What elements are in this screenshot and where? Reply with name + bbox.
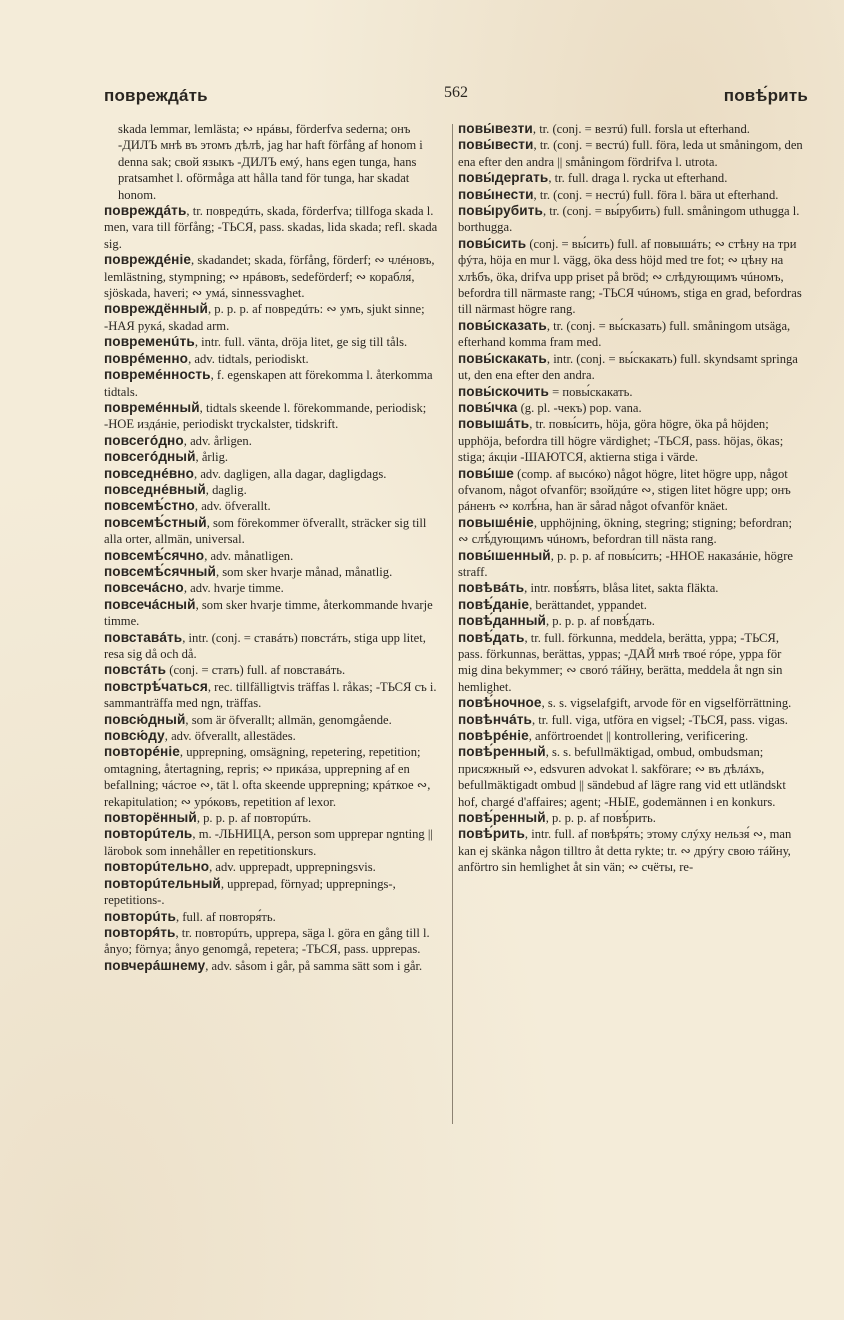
- entry-headword: повсегóдный: [104, 449, 196, 465]
- dictionary-entry: [458, 695, 804, 711]
- entry-definition: , adv. upprepadt, upprepningsvis.: [209, 860, 376, 875]
- page-number: 562: [444, 84, 468, 101]
- entry-headword: повседнéвно: [104, 465, 195, 481]
- entry-headword: повсемѣ́сячный: [104, 563, 216, 579]
- entry-definition: = повы́скакать.: [549, 384, 633, 399]
- entry-definition: , intr. full. vänta, dröja litet, ge sig till tåls.: [194, 335, 408, 350]
- entry-definition: , tr. (conj. = вестú) full. föra, leda ut småningom, den ena efter den andra || småningom fördrifva l. utrota.: [458, 138, 803, 169]
- dictionary-entry: [104, 449, 446, 465]
- left-running-headword: повреждáть: [104, 86, 208, 105]
- entry-headword: повсегóдно: [104, 432, 184, 448]
- entry-headword: повѣ́рить: [458, 826, 525, 842]
- entry-definition: , som är öfverallt; allmän, genomgående.: [185, 712, 392, 727]
- entry-definition: , rec. tillfälligtvis träffas l. råkas; -ТЬСЯ съ i. sammanträffa med ngn, träffas.: [104, 679, 437, 711]
- entry-headword: повѣнчáть: [458, 711, 532, 727]
- entry-headword: повторúтельно: [104, 859, 210, 875]
- entry-headword: повреждённый: [104, 301, 208, 317]
- dictionary-entry: [104, 466, 446, 482]
- entry-headword: повы́скочить: [458, 383, 549, 399]
- entry-headword: повсемѣ́сячно: [104, 547, 205, 563]
- entry-definition: , p. p. p. af повы́сить; -ННОЕ наказáніе, högre straff.: [458, 548, 793, 579]
- entry-headword: повсемѣ́стный: [104, 514, 207, 530]
- entry-headword: повставáть: [104, 629, 183, 645]
- dictionary-entry: [458, 826, 804, 875]
- dictionary-entry: [458, 121, 804, 137]
- entry-definition: , s. s. befullmäktigad, ombud, ombudsman; присяжный ∾, edsvuren advokat l. sakförare; ∾ въ дѣлáхъ, befullmäktigadt ombud || sändebud af lägre rang vid ett utländskt hof, chargé d'affaires; agent; -НЫЕ, godemännen i en konkurs.: [458, 745, 786, 809]
- dictionary-entry: [458, 203, 804, 236]
- entry-definition: , tr. (conj. = везтú) full. forsla ut efterhand.: [532, 122, 750, 136]
- entry-definition: , p. p. p. af повредúть: ∾ умъ, sjukt sinne; -НАЯ рукá, skadad arm.: [104, 302, 425, 333]
- entry-definition: , anförtroendet || kontrollering, verificering.: [528, 729, 749, 744]
- entry-definition: (comp. af высóко) något högre, litet högre upp, något ofvanom, något ofvanför; взойдúте ∾, stigen litet högre upp; онъ рáненъ ∾ колѣ́на, han är sårad något ofvanför knäet.: [458, 466, 791, 514]
- dictionary-entry: [104, 744, 446, 810]
- entry-headword: повремéнность: [104, 367, 211, 383]
- entry-definition: , skadandet; skada, förfång, förderf; ∾ члéновъ, lemlästning, stympning; ∾ нрáвовъ, sedeförderf; ∾ корабля́, sjöskada, haveri; ∾ умá, sinnessvaghet.: [104, 253, 435, 301]
- entry-headword: повѣвáть: [458, 580, 525, 596]
- entry-definition: skada lemmar, lemlästa; ∾ нрáвы, förderfva sederna; онъ -ДИЛЪ мнѣ въ этомъ дѣлѣ, jag har haft förfång af honom i denna sak; свой языкъ -ДИЛЪ емý, hans egen tunga, hans pratsamhet l. oförmåga att hålla tand för tunga, har skadat honom.: [118, 122, 423, 202]
- dictionary-entry: [458, 416, 804, 465]
- dictionary-entry: [104, 252, 446, 301]
- entry-headword: повы́везти: [458, 121, 533, 136]
- dictionary-entry: [458, 810, 804, 826]
- dictionary-entry: [104, 679, 446, 712]
- entry-headword: повѣ́ночное: [458, 695, 542, 711]
- entry-headword: повы́вести: [458, 137, 534, 153]
- entry-definition: , tr. full. viga, utföra en vigsel; -ТЬСЯ, pass. vigas.: [532, 712, 788, 727]
- entry-headword: повы́нести: [458, 186, 534, 202]
- dictionary-entry: [104, 203, 446, 252]
- dictionary-entry: [458, 170, 804, 186]
- dictionary-entry: [458, 400, 804, 416]
- dictionary-entry: [104, 351, 446, 367]
- dictionary-entry: [104, 826, 446, 859]
- entry-definition: , intr. (conj. = ставáть) повстáть, stiga upp litet, resa sig då och då.: [104, 630, 426, 661]
- entry-definition: , adv. månatligen.: [204, 548, 294, 563]
- entry-definition: , berättandet, yppandet.: [529, 597, 647, 612]
- entry-headword: повы́ше: [458, 465, 514, 481]
- entry-definition: , intr. (conj. = вы́скакать) full. skyndsamt springa ut, den ena efter den andra.: [458, 351, 798, 383]
- entry-definition: , p. p. p. af повторúть.: [196, 811, 312, 826]
- dictionary-entry: [104, 548, 446, 564]
- dictionary-entry: [104, 482, 446, 498]
- entry-definition: , intr. повѣ́ять, blåsa litet, sakta fläkta.: [524, 581, 719, 596]
- dictionary-entry: [104, 876, 446, 909]
- dictionary-entry: [458, 466, 804, 515]
- dictionary-entry: [458, 630, 804, 696]
- dictionary-entry: [104, 498, 446, 514]
- entry-definition: , som förekommer öfverallt, sträcker sig till alla orter, allmän, universal.: [104, 515, 427, 547]
- entry-definition: , som sker hvarje månad, månatlig.: [215, 564, 393, 579]
- dictionary-entry: [104, 859, 446, 875]
- dictionary-entry: [104, 662, 446, 678]
- dictionary-entry: [104, 433, 446, 449]
- dictionary-entry: [458, 597, 804, 613]
- entry-headword: повторéніе: [104, 744, 180, 760]
- entry-headword: повѣ́даніе: [458, 596, 530, 612]
- dictionary-entry: [104, 580, 446, 596]
- entry-headword: повы́скакать: [458, 350, 547, 366]
- entry-headword: повстáть: [104, 662, 167, 678]
- entry-definition: , s. s. vigselafgift, arvode för en vigselförrättning.: [541, 696, 792, 711]
- dictionary-entry: [458, 744, 804, 810]
- entry-headword: повторúтельный: [104, 875, 221, 891]
- entry-definition: , tr. повредúть, skada, förderfva; tillfoga skada l. men, vara till förfång; -ТЬСЯ, pass. skadas, lida skada; refl. skada sig.: [104, 204, 438, 251]
- dictionary-entry: [104, 301, 446, 334]
- dictionary-entry: [458, 384, 804, 400]
- dictionary-entry: [118, 121, 446, 203]
- dictionary-entry: [458, 712, 804, 728]
- entry-definition: , tr. full. draga l. rycka ut efterhand.: [548, 171, 728, 186]
- right-column: [458, 121, 804, 1230]
- page-header: [104, 86, 808, 110]
- dictionary-entry: [458, 236, 804, 318]
- dictionary-entry: [104, 909, 446, 925]
- dictionary-entry: [458, 580, 804, 596]
- entry-definition: , adv. öfverallt.: [194, 499, 271, 514]
- entry-definition: , adv. öfverallt, allestädes.: [164, 729, 296, 744]
- entry-headword: повы́шенный: [458, 547, 551, 563]
- dictionary-entry: [458, 318, 804, 351]
- entry-headword: повседнéвный: [104, 481, 206, 497]
- entry-headword: повсечáсно: [104, 580, 184, 596]
- entry-definition: , adv. tidtals, periodiskt.: [188, 351, 309, 366]
- entry-definition: , adv. såsom i går, på samma sätt som i går.: [205, 958, 423, 973]
- entry-headword: повы́рубить: [458, 203, 543, 219]
- entry-definition: , upphöjning, ökning, stegring; stigning; befordran; ∾ слѣ́дующимъ чúномъ, befordran till nästa rang.: [458, 515, 792, 547]
- dictionary-entry: [104, 630, 446, 663]
- entry-headword: повсю́дный: [104, 711, 186, 727]
- dictionary-entry: [458, 548, 804, 581]
- entry-headword: повремéнный: [104, 399, 200, 415]
- entry-definition: , intr. full. af повѣря́ть; этому слýху нельзя́ ∾, man kan ej skänka någon tilltro åt detta rykte; tr. ∾ дрýгу свою тáйну, anförtro sin hemlighet åt sin vän; ∾ счёты, re-: [458, 827, 792, 875]
- right-running-headword: повѣ́рить: [723, 86, 808, 105]
- entry-definition: (conj. = вы́сить) full. af повышáть; ∾ стѣну на три фýта, höja en mur l. vägg, öka dess höjd med tre fot; ∾ цѣну на хлѣбъ, öka, drifva upp priset på bröd; ∾ слѣдующимъ чúномъ, befordra till närmaste rang; -ТЬСЯ чúномъ, stiga en grad, befordras till närmast högre rang.: [458, 236, 802, 317]
- entry-definition: , tr. full. förkunna, meddela, berätta, yppa; -ТЬСЯ, pass. förkunnas, berättas, yppas; -ДАЙ мнѣ твоé гóре, yppa för mig dina bekymmer; ∾ своró тáйну, berätta, meddela åt ngn sin hemlighet.: [458, 630, 783, 694]
- entry-definition: , adv. hvarje timme.: [183, 581, 284, 596]
- entry-definition: , full. af повторя́ть.: [176, 909, 276, 924]
- entry-definition: (g. pl. -чекъ) pop. vana.: [517, 400, 642, 415]
- entry-headword: повы́сить: [458, 235, 527, 251]
- entry-headword: повторúтель: [104, 826, 193, 842]
- entry-definition: , upprepad, förnyad; upprepnings-, repetitions-.: [104, 876, 396, 908]
- entry-headword: повчерáшнему: [104, 957, 206, 973]
- entry-headword: повсечáсный: [104, 596, 196, 612]
- entry-headword: повѣ́данный: [458, 613, 546, 629]
- entry-headword: повѣ́ренный: [458, 810, 546, 826]
- entry-headword: повы́дергать: [458, 170, 549, 186]
- entry-definition: , f. egenskapen att förekomma l. återkomma tidtals.: [104, 368, 433, 399]
- entry-definition: , tidtals skeende l. förekommande, periodisk; -НОЕ издáніе, periodiskt tryckalster, tidskrift.: [104, 400, 427, 432]
- column-divider: [452, 124, 453, 1124]
- entry-definition: , årlig.: [195, 450, 229, 465]
- entry-definition: , tr. повы́сить, höja, göra högre, öka på höjden; upphöja, befordra till högre värdighet; -ТЬСЯ, pass. höjas, ökas; stiga; áкціи -ШАЮТСЯ, aktierna stiga i värde.: [458, 417, 784, 465]
- entry-definition: (conj. = стать) full. af повставáть.: [166, 663, 346, 678]
- dictionary-entry: [458, 187, 804, 203]
- entry-headword: поврéменно: [104, 350, 189, 366]
- entry-definition: , tr. повторúть, upprepa, säga l. göra en gång till l. ånyo; förnya; ånyo genomgå, repetera; -ТЬСЯ, pass. upprepas.: [104, 925, 430, 957]
- entry-headword: повышéніе: [458, 514, 534, 530]
- entry-headword: повторúть: [104, 908, 176, 924]
- dictionary-entry: [458, 515, 804, 548]
- dictionary-entry: [104, 564, 446, 580]
- dictionary-entry: [458, 728, 804, 744]
- entry-definition: , daglig.: [205, 482, 247, 497]
- entry-headword: повторя́ть: [104, 924, 176, 940]
- entry-definition: , tr. (conj. = вы́рубить) full. småningom uthugga l. borthugga.: [458, 204, 800, 235]
- dictionary-entry: [104, 712, 446, 728]
- entry-definition: , upprepning, omsägning, repetering, repetition; omtagning, återtagning, repris; ∾ прикáза, upprepning af en befallning; чáстое ∾, tät l. ofta skeende upprepning; крáткое ∾, rekapitulation; ∾ урóковъ, repetition af lexor.: [104, 745, 431, 809]
- entry-headword: повстрѣ́чаться: [104, 678, 208, 694]
- dictionary-entry: [104, 810, 446, 826]
- entry-definition: , tr. (conj. = нестú) full. föra l. bära ut efterhand.: [533, 187, 779, 202]
- dictionary-entry: [104, 334, 446, 350]
- entry-definition: , adv. dagligen, alla dagar, dagligdags.: [194, 466, 387, 481]
- dictionary-entry: [104, 400, 446, 433]
- entry-definition: , tr. (conj. = вы́сказать) full. småningom utsäga, efterhand komma fram med.: [458, 318, 791, 350]
- dictionary-entry: [458, 613, 804, 629]
- entry-headword: повреждéніе: [104, 252, 192, 268]
- entry-headword: повы́сказать: [458, 317, 547, 333]
- entry-headword: повреждáть: [104, 203, 187, 219]
- entry-definition: , som sker hvarje timme, återkommande hvarje timme.: [104, 597, 433, 629]
- entry-headword: повременúть: [104, 334, 195, 350]
- entry-headword: повторённый: [104, 810, 197, 826]
- dictionary-entry: [104, 597, 446, 630]
- entry-headword: повсемѣ́стно: [104, 498, 195, 514]
- dictionary-entry: [458, 137, 804, 170]
- entry-headword: повы́чка: [458, 399, 518, 415]
- dictionary-entry: [104, 515, 446, 548]
- dictionary-entry: [104, 958, 446, 974]
- entry-definition: , p. p. p. af повѣ́рить.: [545, 811, 656, 826]
- entry-definition: , p. p. p. af повѣ́дать.: [546, 614, 655, 629]
- entry-headword: повѣрéніе: [458, 728, 529, 744]
- entry-headword: повышáть: [458, 416, 530, 432]
- left-column: [104, 121, 446, 1230]
- entry-headword: повѣ́ренный: [458, 744, 546, 760]
- dictionary-entry: [104, 925, 446, 958]
- dictionary-entry: [104, 728, 446, 744]
- dictionary-entry: [104, 367, 446, 400]
- dictionary-entry: [458, 351, 804, 384]
- entry-headword: повѣ́дать: [458, 629, 525, 645]
- entry-headword: повсю́ду: [104, 728, 165, 744]
- entry-definition: , m. -ЛЬНИЦА, person som upprepar ngnting || lärobok som innehåller en repetitionskurs.: [104, 827, 433, 858]
- entry-definition: , adv. årligen.: [183, 433, 252, 448]
